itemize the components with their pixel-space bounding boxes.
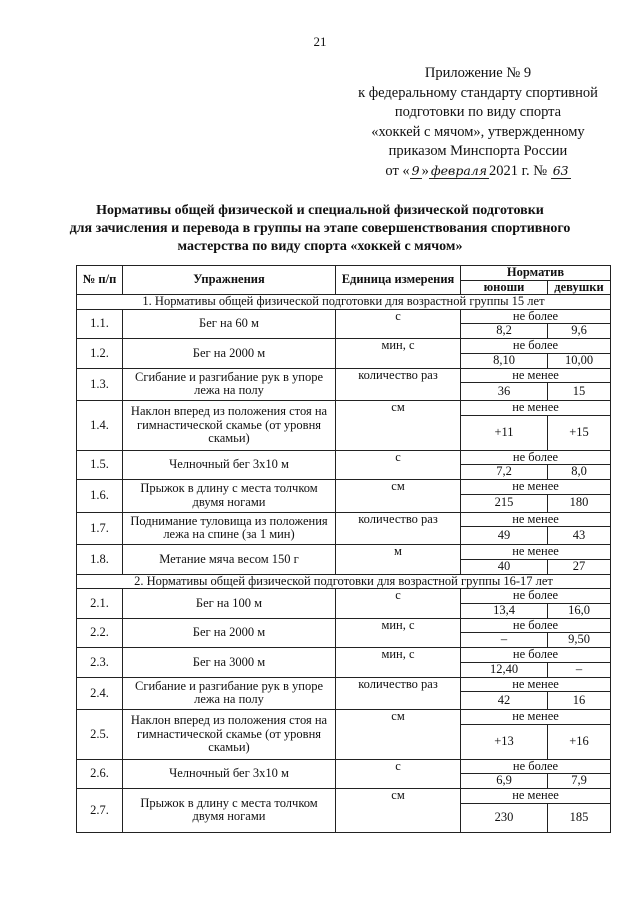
- norm-condition: не более: [461, 759, 611, 774]
- row-number: 2.3.: [77, 648, 123, 678]
- norm-boys-value: –: [461, 633, 548, 648]
- row-number: 1.2.: [77, 339, 123, 369]
- exercise-name: Бег на 3000 м: [123, 648, 336, 678]
- measurement-unit: мин, с: [336, 339, 461, 369]
- norm-condition: не менее: [461, 545, 611, 560]
- table-row: [77, 450, 611, 465]
- exercise-name: Наклон вперед из положения стоя на гимнастической скамье (от уровня скамьи): [123, 710, 336, 760]
- row-number: 1.7.: [77, 512, 123, 545]
- row-number: 2.1.: [77, 589, 123, 619]
- norm-girls-value: 180: [548, 494, 611, 512]
- measurement-unit: м: [336, 545, 461, 575]
- section-title: 1. Нормативы общей физической подготовки для возрастной группы 15 лет: [77, 295, 611, 310]
- table-row: [77, 648, 611, 663]
- norm-condition: не менее: [461, 789, 611, 804]
- measurement-unit: см: [336, 789, 461, 833]
- norm-boys-value: 12,40: [461, 662, 548, 677]
- norm-condition: не более: [461, 309, 611, 324]
- date-mid: »: [421, 162, 429, 179]
- norm-girls-value: –: [548, 662, 611, 677]
- row-number: 2.2.: [77, 618, 123, 648]
- approval-line: приказом Минспорта России: [388, 143, 568, 159]
- exercise-name: Поднимание туловища из положения лежа на спине (за 1 мин): [123, 512, 336, 545]
- row-number: 2.4.: [77, 677, 123, 710]
- table-row: [77, 789, 611, 804]
- title-line: мастерства по виду спорта «хоккей с мячом»: [177, 239, 463, 254]
- norm-boys-value: 40: [461, 559, 548, 574]
- table-row: [77, 677, 611, 692]
- date-prefix: от «: [385, 162, 410, 179]
- norm-girls-value: 10,00: [548, 353, 611, 368]
- table-row: [77, 618, 611, 633]
- norm-girls-value: 9,6: [548, 324, 611, 339]
- row-number: 1.5.: [77, 450, 123, 480]
- row-number: 1.3.: [77, 368, 123, 401]
- approval-line: «хоккей с мячом», утвержденному: [371, 123, 585, 140]
- norm-condition: не более: [461, 648, 611, 663]
- norms-table: [76, 265, 611, 833]
- approval-appendix-number: Приложение № 9: [424, 65, 532, 81]
- exercise-name: Прыжок в длину с места толчком двумя ногами: [123, 480, 336, 513]
- norm-condition: не менее: [461, 512, 611, 527]
- norm-condition: не более: [461, 450, 611, 465]
- norm-boys-value: 230: [461, 803, 548, 832]
- exercise-name: Сгибание и разгибание рук в упоре лежа на полу: [123, 677, 336, 710]
- norm-girls-value: 8,0: [548, 465, 611, 480]
- norm-girls-value: 27: [548, 559, 611, 574]
- norm-boys-value: 36: [461, 383, 548, 401]
- exercise-name: Прыжок в длину с места толчком двумя ногами: [123, 789, 336, 833]
- norm-girls-value: 9,50: [548, 633, 611, 648]
- table-row: [77, 309, 611, 324]
- header-norm: Норматив: [461, 266, 611, 281]
- norm-girls-value: +15: [548, 415, 611, 450]
- norm-boys-value: +11: [461, 415, 548, 450]
- header-num: № п/п: [77, 266, 123, 295]
- measurement-unit: с: [336, 309, 461, 339]
- norm-girls-value: 16: [548, 692, 611, 710]
- document-title: [20, 202, 620, 256]
- norm-condition: не менее: [461, 710, 611, 725]
- table-row: [77, 710, 611, 725]
- norm-boys-value: 6,9: [461, 774, 548, 789]
- page-number: 21: [313, 34, 327, 49]
- measurement-unit: количество раз: [336, 512, 461, 545]
- exercise-name: Метание мяча весом 150 г: [123, 545, 336, 575]
- order-number-handwritten: 63: [552, 162, 569, 178]
- exercise-name: Бег на 2000 м: [123, 618, 336, 648]
- measurement-unit: с: [336, 759, 461, 789]
- approval-line: подготовки по виду спорта: [394, 104, 562, 120]
- title-line: для зачисления и перевода в группы на этапе совершенствования спортивного: [69, 221, 571, 236]
- section-row: [77, 574, 611, 589]
- norm-boys-value: 8,2: [461, 324, 548, 339]
- exercise-name: Бег на 2000 м: [123, 339, 336, 369]
- date-month-handwritten: февраля: [430, 162, 488, 178]
- measurement-unit: мин, с: [336, 648, 461, 678]
- approval-block: [340, 64, 616, 181]
- approval-line: к федеральному стандарту спортивной: [358, 84, 598, 101]
- norm-condition: не менее: [461, 368, 611, 383]
- header-unit: Единица измерения: [336, 266, 461, 295]
- norm-boys-value: +13: [461, 724, 548, 759]
- exercise-name: Челночный бег 3x10 м: [123, 759, 336, 789]
- exercise-name: Наклон вперед из положения стоя на гимнастической скамье (от уровня скамьи): [123, 401, 336, 451]
- row-number: 2.7.: [77, 789, 123, 833]
- norm-condition: не более: [461, 618, 611, 633]
- measurement-unit: см: [336, 401, 461, 451]
- norm-boys-value: 8,10: [461, 353, 548, 368]
- table-row: [77, 759, 611, 774]
- exercise-name: Бег на 100 м: [123, 589, 336, 619]
- row-number: 2.6.: [77, 759, 123, 789]
- table-header-row: [77, 266, 611, 281]
- row-number: 1.4.: [77, 401, 123, 451]
- table-row: [77, 545, 611, 560]
- table-row: [77, 480, 611, 495]
- norm-condition: не более: [461, 339, 611, 354]
- measurement-unit: количество раз: [336, 368, 461, 401]
- norm-boys-value: 7,2: [461, 465, 548, 480]
- norm-girls-value: +16: [548, 724, 611, 759]
- row-number: 1.1.: [77, 309, 123, 339]
- table-row: [77, 368, 611, 383]
- table-row: [77, 401, 611, 416]
- norm-boys-value: 13,4: [461, 603, 548, 618]
- norm-condition: не менее: [461, 401, 611, 416]
- norm-boys-value: 215: [461, 494, 548, 512]
- date-year: 2021 г. №: [489, 162, 551, 179]
- norm-girls-value: 7,9: [548, 774, 611, 789]
- norm-girls-value: 15: [548, 383, 611, 401]
- measurement-unit: количество раз: [336, 677, 461, 710]
- date-day-handwritten: 9: [411, 162, 420, 178]
- measurement-unit: с: [336, 450, 461, 480]
- norm-condition: не более: [461, 589, 611, 604]
- row-number: 1.6.: [77, 480, 123, 513]
- header-girls: девушки: [548, 280, 611, 295]
- table-row: [77, 512, 611, 527]
- exercise-name: Челночный бег 3x10 м: [123, 450, 336, 480]
- exercise-name: Бег на 60 м: [123, 309, 336, 339]
- measurement-unit: см: [336, 710, 461, 760]
- norm-condition: не менее: [461, 677, 611, 692]
- approval-date-line: [340, 162, 616, 182]
- section-row: [77, 295, 611, 310]
- measurement-unit: с: [336, 589, 461, 619]
- header-boys: юноши: [461, 280, 548, 295]
- norm-girls-value: 185: [548, 803, 611, 832]
- measurement-unit: мин, с: [336, 618, 461, 648]
- table-row: [77, 589, 611, 604]
- header-exercise: Упражнения: [123, 266, 336, 295]
- row-number: 2.5.: [77, 710, 123, 760]
- norm-boys-value: 42: [461, 692, 548, 710]
- norm-condition: не менее: [461, 480, 611, 495]
- norm-girls-value: 43: [548, 527, 611, 545]
- row-number: 1.8.: [77, 545, 123, 575]
- norm-boys-value: 49: [461, 527, 548, 545]
- measurement-unit: см: [336, 480, 461, 513]
- section-title: 2. Нормативы общей физической подготовки для возрастной группы 16-17 лет: [77, 574, 611, 589]
- exercise-name: Сгибание и разгибание рук в упоре лежа на полу: [123, 368, 336, 401]
- norm-girls-value: 16,0: [548, 603, 611, 618]
- title-line: Нормативы общей физической и специальной физической подготовки: [96, 203, 544, 218]
- table-row: [77, 339, 611, 354]
